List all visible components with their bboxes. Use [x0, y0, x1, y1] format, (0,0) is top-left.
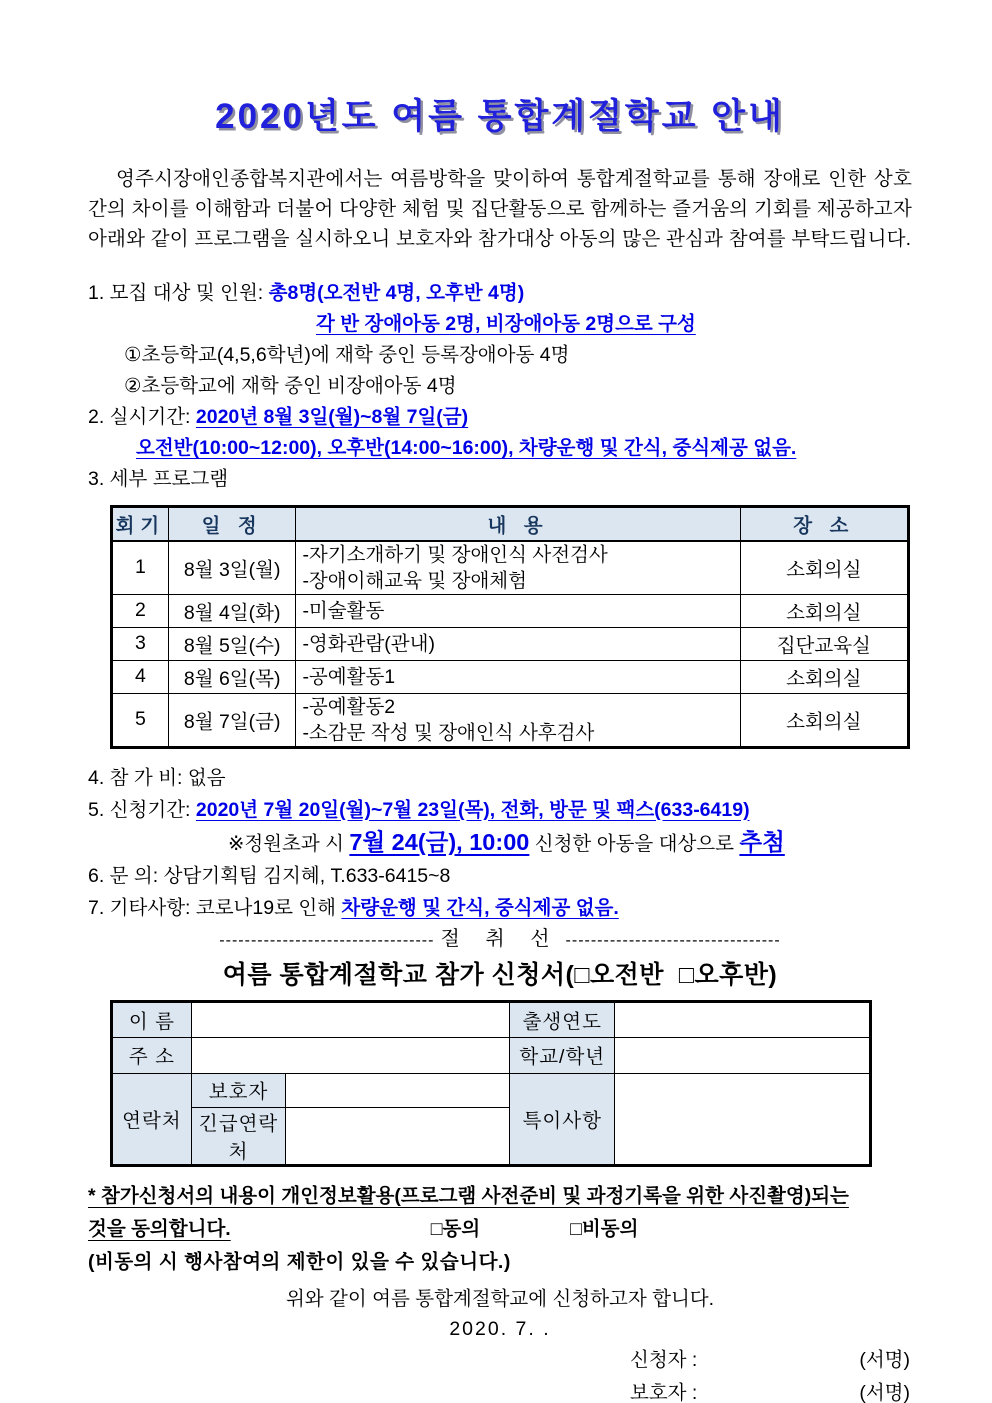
item1-label: 1. 모집 대상 및 인원:: [88, 282, 269, 304]
schedule-session: 2: [112, 594, 169, 627]
schedule-date: 8월 7일(금): [168, 693, 296, 747]
info-items-lower: [88, 762, 912, 924]
label-guardian: 보호자: [191, 1073, 286, 1107]
lottery-word: 추첨: [739, 828, 785, 855]
schedule-place: 집단교육실: [740, 627, 908, 660]
applicant-label: 신청자 :: [630, 1348, 698, 1371]
lottery-date: 7월 24(금), 10:00: [349, 828, 530, 855]
schedule-content: -공예활동2 -소감문 작성 및 장애인식 사후검사: [296, 693, 740, 747]
signature-row-applicant: [630, 1344, 910, 1377]
guardian-label: 보호자 :: [630, 1381, 698, 1403]
item-application-period: [88, 794, 912, 826]
application-form-table: [110, 1000, 872, 1167]
schedule-place: 소회의실: [740, 541, 908, 595]
signature-row-guardian: [630, 1377, 910, 1403]
schedule-content: -공예활동1: [296, 660, 740, 693]
item5-value: 2020년 7월 20일(월)~7월 23일(목), 전화, 방문 및 팩스(633-6419): [195, 798, 750, 821]
cut-line-left-dashes: ----------------------------------: [219, 931, 435, 949]
item7-value: 차량운행 및 간식, 중식제공 없음.: [341, 896, 619, 919]
item-inquiry: 6. 문 의: 상담기획팀 김지혜, T.633-6415~8: [88, 864, 451, 887]
consent-text-line2: 것을 동의합니다. □동의 □비동의: [88, 1213, 912, 1246]
intro-paragraph: 영주시장애인종합복지관에서는 여름방학을 맞이하여 통합계절학교를 통해 장애로 인한 상호간의 차이를 이해함과 더불어 다양한 체험 및 집단활동으로 함께하는 즐거움의 기회를 제공하고자 아래와 같이 프로그램을 실시하오니 보호자와 참가대상 아동의 많은 관심과 참여를 부탁드립니다.: [88, 168, 912, 250]
item-period-detail: 오전반(10:00~12:00), 오후반(14:00~16:00), 차량운행 및 간식, 중식제공 없음.: [136, 437, 797, 459]
schedule-session: 3: [112, 627, 169, 660]
item1-value: 총8명(오전반 4명, 오후반 4명): [268, 282, 525, 304]
table-row: [112, 660, 909, 693]
label-address: 주 소: [112, 1037, 192, 1073]
cut-line: [88, 926, 912, 954]
schedule-place: 소회의실: [740, 693, 908, 747]
form-row-contact-guardian: [112, 1073, 871, 1107]
consent-note: (비동의 시 행사참여의 제한이 있을 수 있습니다.): [88, 1250, 511, 1273]
consent-section: [88, 1180, 912, 1279]
label-birth-year: 출생연도: [510, 1001, 615, 1037]
schedule-place: 소회의실: [740, 660, 908, 693]
school-grade-field[interactable]: [615, 1037, 871, 1073]
table-row: [112, 693, 909, 747]
table-row: [112, 594, 909, 627]
checkbox-disagree[interactable]: □비동의: [570, 1217, 639, 1240]
item-recruit-note1: ①초등학교(4,5,6학년)에 재학 중인 등록장애아동 4명: [124, 344, 570, 366]
schedule-session: 5: [112, 693, 169, 747]
special-notes-field[interactable]: [615, 1073, 871, 1165]
item7-label: 7. 기타사항: 코로나19로 인해: [88, 896, 342, 919]
label-name: 이 름: [112, 1001, 192, 1037]
item-recruit-target: [88, 278, 912, 309]
label-school-grade: 학교/학년: [510, 1037, 615, 1073]
label-emergency-contact: 긴급연락처: [191, 1107, 286, 1165]
closing-statement: 위와 같이 여름 통합계절학교에 신청하고자 합니다.: [285, 1287, 715, 1310]
info-items: [88, 278, 912, 495]
label-special-notes: 특이사항: [510, 1073, 615, 1165]
schedule-session: 1: [112, 541, 169, 595]
guardian-sign-placeholder: (서명): [859, 1381, 910, 1403]
cut-line-right-dashes: ----------------------------------: [565, 931, 781, 949]
item-fee: 4. 참 가 비: 없음: [88, 766, 226, 789]
item5-label: 5. 신청기간:: [88, 798, 196, 821]
item2-label: 2. 실시기간:: [88, 406, 196, 428]
schedule-content: -자기소개하기 및 장애인식 사전검사 -장애이해교육 및 장애체험: [296, 541, 740, 595]
schedule-table: [110, 505, 910, 749]
form-row-address: [112, 1037, 871, 1073]
schedule-header-place: 장 소: [740, 507, 908, 541]
cut-line-label: 절 취 선: [440, 927, 560, 950]
schedule-header-content: 내 용: [296, 507, 740, 541]
date-line: 2020. 7. .: [449, 1317, 551, 1340]
schedule-date: 8월 5일(수): [168, 627, 296, 660]
guardian-phone-field[interactable]: [286, 1073, 510, 1107]
form-row-name: [112, 1001, 871, 1037]
schedule-header-row: [112, 507, 909, 541]
label-contact: 연락처: [112, 1073, 192, 1165]
item-program-heading: 3. 세부 프로그램: [88, 468, 229, 490]
checkbox-agree[interactable]: □동의: [430, 1217, 481, 1240]
checkbox-afternoon-class[interactable]: □오후반: [678, 960, 769, 989]
address-field[interactable]: [191, 1037, 510, 1073]
emergency-phone-field[interactable]: [286, 1107, 510, 1165]
schedule-content: -영화관람(관내): [296, 627, 740, 660]
table-row: [112, 541, 909, 595]
item-recruit-composition: 각 반 장애아동 2명, 비장애아동 2명으로 구성: [316, 313, 696, 335]
schedule-date: 8월 3일(월): [168, 541, 296, 595]
checkbox-morning-class[interactable]: □오전반: [574, 960, 664, 989]
item-etc: [88, 892, 912, 924]
applicant-sign-placeholder: (서명): [859, 1348, 910, 1371]
schedule-session: 4: [112, 660, 169, 693]
item-period: [88, 402, 912, 433]
schedule-header-session: 회기: [112, 507, 169, 541]
table-row: [112, 627, 909, 660]
page-title: 2020년도 여름 통합계절학교 안내: [215, 97, 785, 136]
schedule-date: 8월 6일(목): [168, 660, 296, 693]
schedule-place: 소회의실: [740, 594, 908, 627]
birth-year-field[interactable]: [615, 1001, 871, 1037]
item2-value: 2020년 8월 3일(월)~8월 7일(금): [195, 406, 469, 428]
application-form-title: 여름 통합계절학교 참가 신청서(□오전반 □오후반): [222, 960, 778, 989]
name-field[interactable]: [191, 1001, 510, 1037]
item-recruit-note2: ②초등학교에 재학 중인 비장애아동 4명: [124, 375, 457, 397]
item-application-note: ※정원초과 시 7월 24(금), 10:00 신청한 아동을 대상으로 추첨: [228, 828, 785, 855]
schedule-content: -미술활동: [296, 594, 740, 627]
schedule-date: 8월 4일(화): [168, 594, 296, 627]
consent-text-line1: * 참가신청서의 내용이 개인정보활용(프로그램 사전준비 및 과정기록을 위한 사진촬영)되는: [88, 1184, 849, 1207]
schedule-header-date: 일 정: [168, 507, 296, 541]
